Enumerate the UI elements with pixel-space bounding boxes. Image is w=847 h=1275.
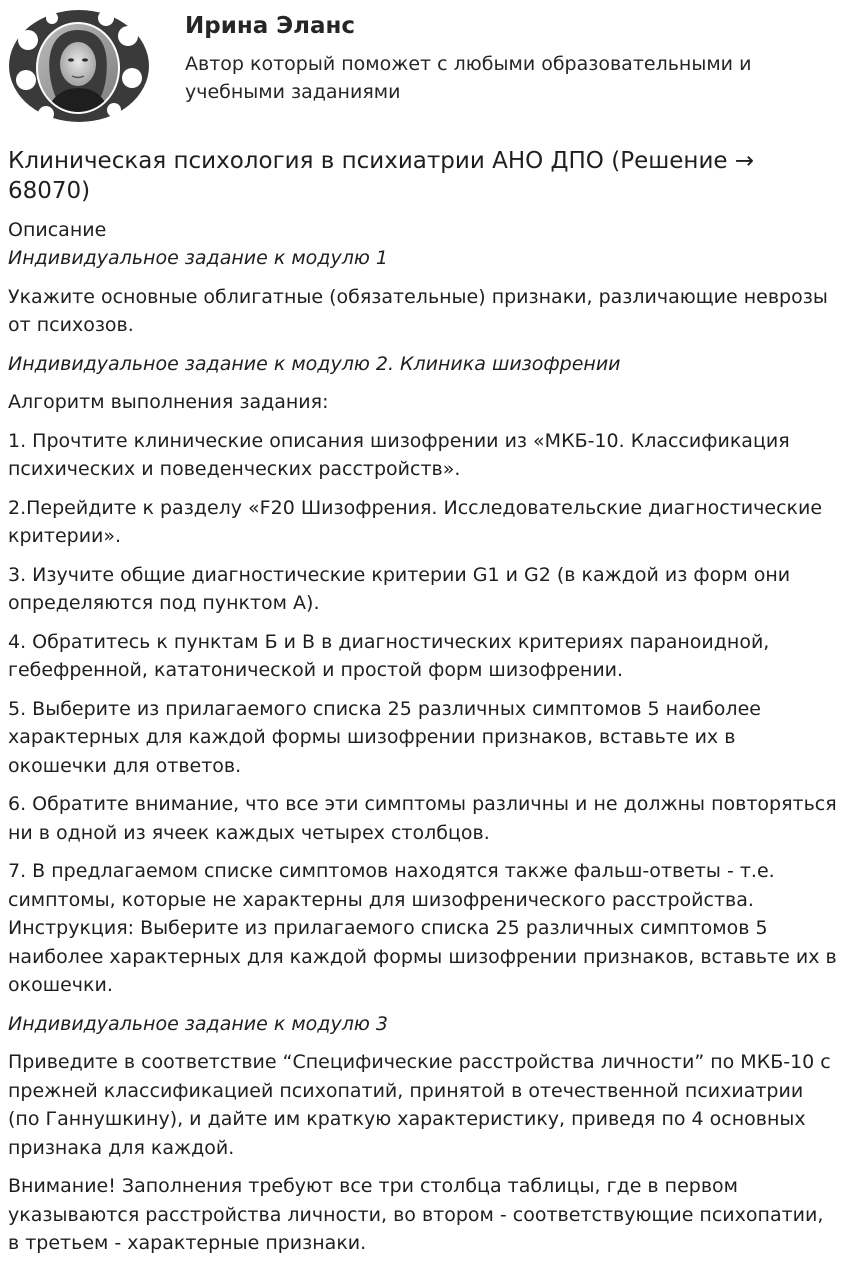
- paragraph: Приведите в соответствие “Специфические расстройства личности” по МКБ-10 с прежней классификацией психопатий, принятой в отечественной психиатрии (по Ганнушкину), и дайте им краткую характеристику, приведя по 4 основных признака для каждой.: [8, 1051, 831, 1159]
- paragraph: 1. Прочтите клинические описания шизофрении из «МКБ-10. Классификация психических и поведенческих расстройств».: [8, 429, 790, 480]
- film-reel-avatar-icon: [6, 6, 152, 128]
- paragraph: 3. Изучите общие диагностические критерии G1 и G2 (в каждой из форм они определяются под пунктом А).: [8, 563, 791, 614]
- author-description: Автор который поможет с любыми образовательными и учебными заданиями: [185, 53, 752, 103]
- paragraph: Алгоритм выполнения задания:: [8, 391, 329, 413]
- paragraph: Укажите основные облигатные (обязательные) признаки, различающие неврозы от психозов.: [8, 285, 828, 336]
- author-header: [0, 0, 847, 130]
- description-paragraphs: [8, 244, 840, 1258]
- paragraph: 6. Обратите внимание, что все эти симптомы различны и не должны повторяться ни в одной из ячеек каждых четырех столбцов.: [8, 793, 837, 844]
- section-heading: Индивидуальное задание к модулю 1: [8, 247, 388, 269]
- paragraph: 4. Обратитесь к пунктам Б и В в диагностических критериях параноидной, гебефренной, кататонической и простой форм шизофрении.: [8, 630, 770, 681]
- paragraph: Внимание! Заполнения требуют все три столбца таблицы, где в первом указываются расстройства личности, во втором - соответствующие психопатии, в третьем - характерные признаки.: [8, 1175, 824, 1254]
- description-label: Описание: [8, 219, 107, 241]
- page-title: Клиническая психология в психиатрии АНО ДПО (Решение → 68070): [8, 148, 755, 204]
- paragraph: 2.Перейдите к разделу «F20 Шизофрения. Исследовательские диагностические критерии».: [8, 496, 823, 547]
- author-name[interactable]: Ирина Эланс: [185, 13, 356, 39]
- section-heading: Индивидуальное задание к модулю 2. Клиника шизофрении: [8, 352, 621, 375]
- section-heading: Индивидуальное задание к модулю 3: [8, 1012, 388, 1035]
- paragraph: 5. Выберите из прилагаемого списка 25 различных симптомов 5 наиболее характерных для каждой формы шизофрении признаков, вставьте их в окошечки для ответов.: [8, 697, 761, 777]
- author-avatar[interactable]: [6, 6, 152, 128]
- document-body: [8, 146, 840, 1268]
- paragraph: 7. В предлагаемом списке симптомов находятся также фальш-ответы - т.е. симптомы, которые не характерны для шизофренического расстройства. Инструкция: Выберите из прилагаемого списка 25 различных симптомов 5 наиболее характерных для каждой формы шизофрении признаков, вставьте их в окошечки.: [8, 860, 837, 996]
